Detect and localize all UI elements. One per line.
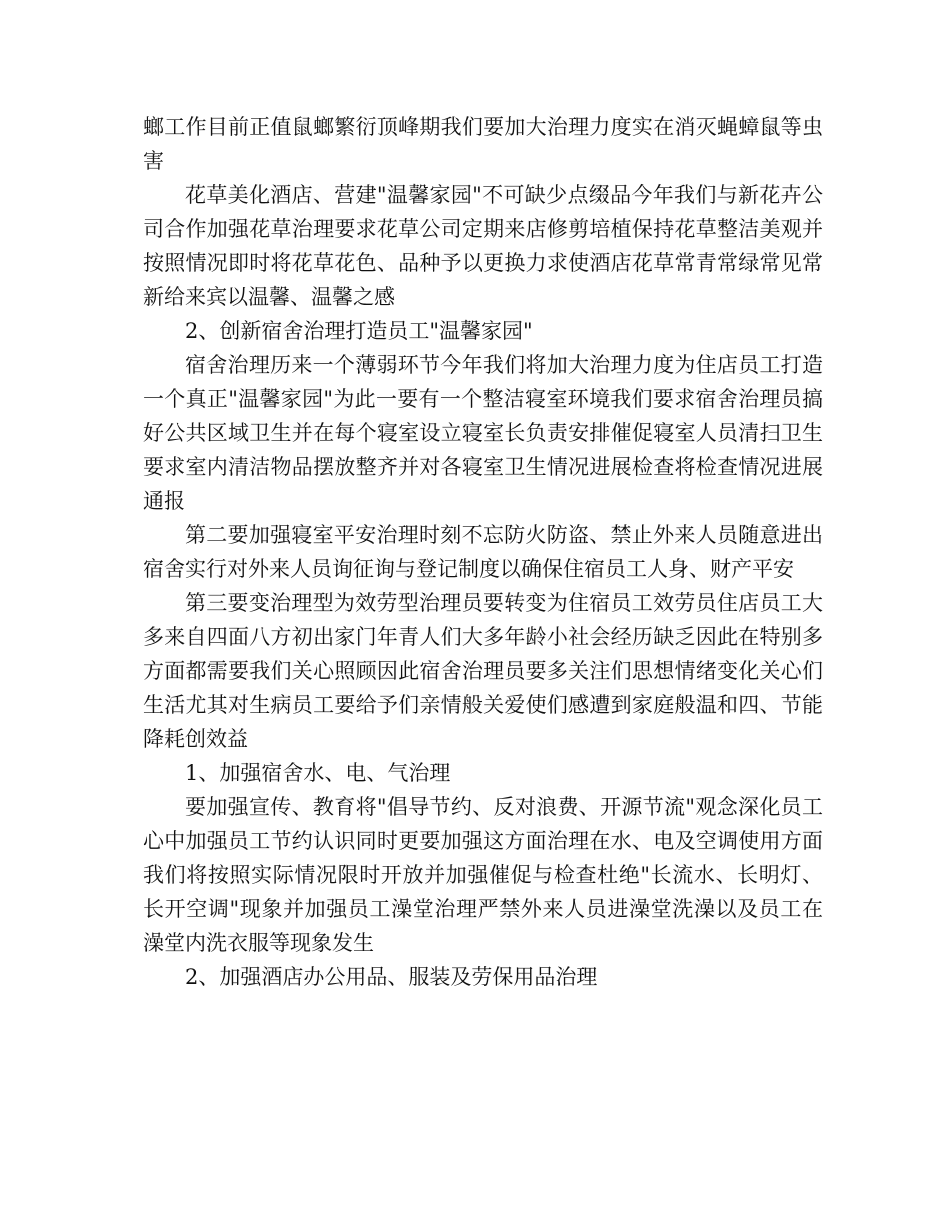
paragraph-pest-control: 螂工作目前正值鼠螂繁衍顶峰期我们要加大治理力度实在消灭蝇蟑鼠等虫害 (143, 115, 823, 173)
document-body (143, 110, 823, 994)
paragraph-dormitory-service: 第三要变治理型为效劳型治理员要转变为住宿员工效劳员住店员工大多来自四面八方初出家门年青人们大多年龄小社会经历缺乏因此在特别多方面都需要我们关心照顾因此宿舍治理员要多关注们思想情绪变化关心们生活尤其对生病员工要给予们亲情般关爱使们感遭到家庭般温和四、节能降耗创效益 (143, 591, 823, 751)
paragraph-dormitory-safety: 第二要加强寝室平安治理时刻不忘防火防盗、禁止外来人员随意进出宿舍实行对外来人员询征询与登记制度以确保住宿员工人身、财产平安 (143, 523, 823, 581)
heading-dormitory: 2、创新宿舍治理打造员工"温馨家园" (185, 319, 533, 343)
paragraph-utilities: 要加强宣传、教育将"倡导节约、反对浪费、开源节流"观念深化员工心中加强员工节约认识同时更要加强这方面治理在水、电及空调使用方面我们将按照实际情况限时开放并加强催促与检查杜绝"长流水、长明灯、长开空调"现象并加强员工澡堂治理严禁外来人员进澡堂洗澡以及员工在澡堂内洗衣服等现象发生 (143, 795, 823, 955)
heading-office-supplies: 2、加强酒店办公用品、服装及劳保用品治理 (185, 965, 598, 989)
heading-utilities: 1、加强宿舍水、电、气治理 (185, 761, 451, 785)
paragraph-dormitory-cleanliness: 宿舍治理历来一个薄弱环节今年我们将加大治理力度为住店员工打造一个真正"温馨家园"为此一要有一个整洁寝室环境我们要求宿舍治理员搞好公共区域卫生并在每个寝室设立寝室长负责安排催促寝室人员清扫卫生要求室内清洁物品摆放整齐并对各寝室卫生情况进展检查将检查情况进展通报 (143, 353, 823, 513)
paragraph-flowers: 花草美化酒店、营建"温馨家园"不可缺少点缀品今年我们与新花卉公司合作加强花草治理要求花草公司定期来店修剪培植保持花草整洁美观并按照情况即时将花草花色、品种予以更换力求使酒店花草常青常绿常见常新给来宾以温馨、温馨之感 (143, 183, 823, 309)
